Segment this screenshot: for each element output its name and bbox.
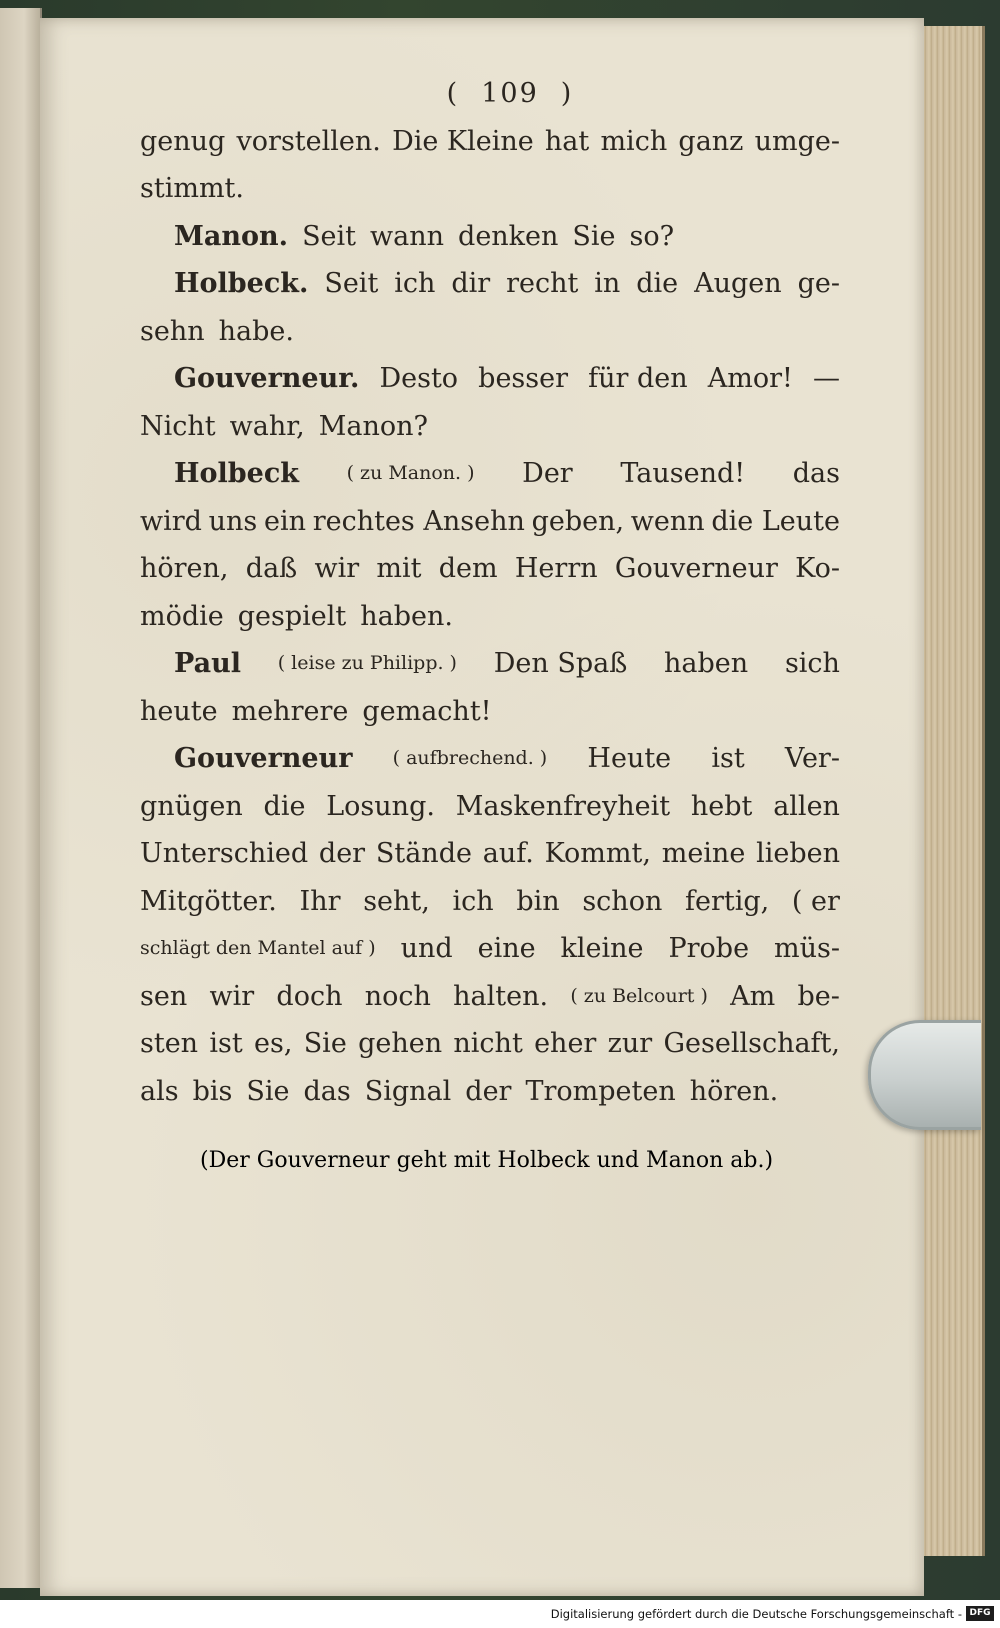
stage-direction: ( zu Belcourt ) [570, 984, 708, 1007]
word: und [400, 933, 453, 964]
text-line [140, 688, 840, 736]
speaker-name: Holbeck. [174, 268, 309, 299]
word: gehen [358, 1028, 443, 1059]
word: schon [582, 885, 663, 917]
text-line [140, 118, 840, 166]
word: gnügen [140, 790, 243, 822]
speaker-name: Holbeck [174, 458, 299, 489]
word: Die Kleine [392, 125, 534, 157]
word: Ihr [299, 885, 341, 917]
word: es, [253, 1028, 293, 1059]
word: der [465, 1075, 512, 1107]
word: gemacht! [362, 695, 492, 727]
word: kleine [560, 933, 644, 964]
word: denken [458, 220, 559, 252]
word: sen [140, 980, 188, 1012]
word: mödie [140, 600, 224, 632]
word: recht [506, 268, 579, 299]
word: Amor! [707, 363, 793, 394]
word: die [263, 790, 306, 822]
word: eine [477, 933, 536, 964]
page-number-value: 109 [481, 78, 539, 109]
word: fertig, [685, 885, 770, 917]
word: Desto [379, 363, 459, 394]
text-line [140, 1020, 840, 1068]
word: Seit [324, 268, 379, 299]
speech-line [140, 640, 840, 688]
speaker-name: Paul [174, 648, 241, 679]
stage-direction: schlägt den Mantel auf ) [140, 937, 376, 959]
word: Der [522, 458, 573, 489]
word: genug [140, 125, 226, 157]
speech-line [140, 355, 840, 403]
word: Ko- [795, 553, 840, 584]
page-clip [868, 1020, 981, 1130]
word: ist [711, 743, 745, 774]
word: stimmt. [140, 173, 244, 204]
speech-line [140, 260, 840, 308]
word: Kommt, [544, 838, 651, 869]
word: Den Spaß [493, 648, 628, 679]
word: halten. [453, 980, 549, 1012]
speech-line [140, 213, 840, 261]
speaker-name: Gouverneur. [174, 363, 360, 394]
word: ist [209, 1028, 243, 1059]
word: Gesellschaft, [663, 1028, 840, 1059]
text-line [140, 403, 840, 451]
speaker-name: Gouverneur [174, 743, 353, 774]
word: ganz [678, 125, 744, 157]
word: heute [140, 695, 218, 727]
word: das [792, 458, 840, 489]
word: dem [438, 553, 498, 584]
word: Trompeten [525, 1075, 676, 1107]
text-line [140, 830, 840, 878]
word: sich [784, 648, 840, 679]
book-page [40, 18, 924, 1596]
word: wir [314, 553, 360, 584]
word: die [636, 268, 679, 299]
text-line [140, 783, 840, 831]
word: wahr, [229, 410, 305, 442]
word: allen [773, 790, 840, 822]
word: das [303, 1075, 351, 1107]
word: hören. [689, 1075, 779, 1107]
word: Am [730, 980, 776, 1012]
word: mich [600, 125, 668, 157]
word: Losung. [326, 790, 435, 822]
word: hebt [690, 790, 753, 822]
word: müs- [774, 933, 840, 964]
word: wenn [630, 505, 705, 537]
word: so? [629, 220, 675, 252]
word: meine [661, 838, 746, 869]
text-line [140, 545, 840, 593]
word: zur [607, 1028, 653, 1059]
word: ein [263, 505, 306, 537]
word: mehrere [231, 695, 349, 727]
stage-direction: ( leise zu Philipp. ) [277, 652, 457, 674]
word: Maskenfreyheit [455, 790, 671, 822]
text-line [140, 925, 840, 973]
word: auf. [482, 838, 534, 869]
word: wird [140, 505, 202, 537]
word: lieben [756, 838, 840, 869]
word: Heute [587, 743, 672, 774]
word: Gouverneur [614, 553, 778, 584]
word: Signal [364, 1075, 452, 1107]
word: ge- [797, 268, 840, 299]
word: eher [534, 1028, 597, 1059]
text-line [140, 498, 840, 546]
word: haben [664, 648, 749, 679]
word: ich [452, 885, 494, 917]
footer-bar [0, 1600, 1000, 1628]
word: wann [370, 220, 445, 252]
word: Ver- [784, 743, 840, 774]
word: hören, [140, 553, 229, 584]
word: ( er [791, 885, 840, 917]
text-line [140, 308, 840, 356]
text-line [140, 165, 840, 213]
previous-page-edge [0, 8, 42, 1588]
word: ich [394, 268, 436, 299]
word: mit [376, 553, 422, 584]
word: — [812, 363, 840, 394]
word: sten [140, 1028, 199, 1059]
speech-line [140, 450, 840, 498]
word: Herrn [514, 553, 598, 584]
stage-direction-exit: (Der Gouverneur geht mit Holbeck und Manon ab.) [200, 1148, 774, 1173]
word: dir [451, 268, 491, 299]
word: Manon? [318, 410, 429, 442]
dfg-logo: DFG [966, 1606, 994, 1621]
word: Mitgötter. [140, 885, 277, 917]
text-line [140, 593, 840, 641]
word: daß [245, 553, 298, 584]
word: Stände [375, 838, 472, 869]
word: geben, [531, 505, 625, 537]
word: Nicht [140, 410, 216, 442]
book-fore-edge [920, 26, 985, 1556]
word: wir [209, 980, 255, 1012]
word: Sie [303, 1028, 347, 1059]
text-line [140, 878, 840, 926]
word: besser [478, 363, 569, 394]
text-line [140, 973, 840, 1021]
word: haben. [360, 600, 454, 632]
word: uns [208, 505, 258, 537]
speech-line [140, 735, 840, 783]
page-text [140, 70, 840, 1115]
funding-credit: Digitalisierung gefördert durch die Deutsche Forschungsgemeinschaft - [550, 1607, 962, 1621]
word: be- [797, 980, 840, 1012]
word: Probe [668, 933, 750, 964]
page-number: ( 109 ) [140, 70, 840, 118]
word: doch [276, 980, 343, 1012]
word: der [318, 838, 366, 869]
speaker-name: Manon. [174, 220, 289, 252]
word: sehn [140, 315, 205, 347]
stage-direction: ( zu Manon. ) [346, 462, 475, 484]
word: bin [516, 885, 560, 917]
word: Unterschied [140, 838, 309, 869]
word: Tausend! [620, 458, 746, 489]
word: für den [588, 363, 688, 394]
stage-direction: ( aufbrechend. ) [392, 747, 548, 769]
word: vorstellen. [236, 125, 381, 157]
word: die Leute [711, 505, 840, 537]
word: seht, [363, 885, 430, 917]
word: Seit [302, 220, 357, 252]
text-line [140, 1068, 840, 1116]
word: Sie [572, 220, 616, 252]
word: umge- [754, 125, 840, 157]
word: hat [544, 125, 590, 157]
word: als [140, 1075, 179, 1107]
word: habe. [218, 315, 294, 347]
word: Sie [246, 1075, 290, 1107]
word: rechtes Ansehn [312, 505, 525, 537]
word: gespielt [237, 600, 347, 632]
word: Augen [694, 268, 782, 299]
word: bis [192, 1075, 233, 1107]
word: nicht [453, 1028, 523, 1059]
word: noch [364, 980, 431, 1012]
word: in [594, 268, 621, 299]
